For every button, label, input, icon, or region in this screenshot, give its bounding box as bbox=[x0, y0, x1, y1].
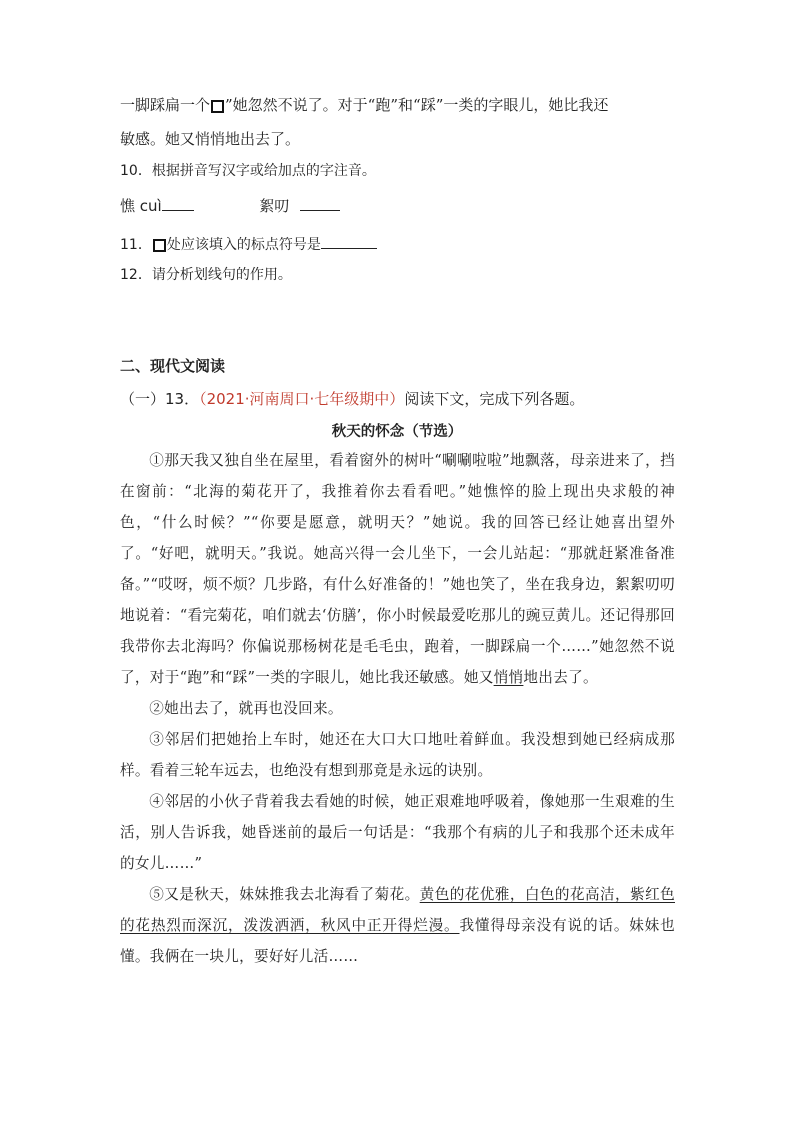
blank-box-icon bbox=[153, 239, 166, 252]
q11-number: 11． bbox=[120, 237, 152, 253]
q10-blank-a[interactable] bbox=[162, 210, 194, 211]
p5-end: 我懂得母亲没有说的话。妹妹也懂。我俩在一块儿，要好好儿活…… bbox=[120, 917, 676, 965]
p1-underlined: 悄悄 bbox=[493, 669, 524, 686]
passage-body bbox=[120, 445, 675, 972]
question-10: 10．根据拼音写汉字或给加点的字注音。 bbox=[120, 163, 376, 179]
question-11 bbox=[120, 234, 377, 254]
prev-passage-line-1 bbox=[120, 94, 608, 115]
q10-item-a: 憔 cuì bbox=[120, 197, 162, 215]
p1-text: ①那天我又独自坐在屋里，看着窗外的树叶“唰唰啦啦”地飘落，母亲进来了，挡在窗前：“北海的菊花开了，我推着你去看看吧。”她憔悴的脸上现出央求般的神色，“什么时候？”“你要是愿意，就明天？”她说。我的回答已经让她喜出望外了。“好吧，就明天。”我说。她高兴得一会儿坐下，一会儿站起：“那就赶紧准备准备。”“哎呀，烦不烦？几步路，有什么好准备的！”她也笑了，坐在我身边，絮絮叨叨地说着：“看完菊花，咱们就去‘仿膳’，你小时候最爱吃那儿的豌豆黄儿。还记得那回我带你去北海吗？你偏说那杨树花是毛毛虫，跑着，一脚踩扁一个……”她忽然不说了，对于“跑”和“踩”一类的字眼儿，她比我还敏感。她又 bbox=[120, 452, 675, 686]
paragraph-2: ②她出去了，就再也没回来。 bbox=[149, 700, 343, 717]
intro-prefix: （一）13． bbox=[120, 390, 200, 408]
q11-text: 处应该填入的标点符号是 bbox=[166, 237, 321, 253]
prev-passage-line-2: 敏感。她又悄悄地出去了。 bbox=[120, 130, 301, 148]
intro-suffix: 阅读下文，完成下列各题。 bbox=[404, 390, 585, 408]
question-10-items bbox=[120, 195, 340, 216]
paragraph-4: ④邻居的小伙子背着我去看她的时候，她正艰难地呼吸着，像她那一生艰难的生活，别人告诉我，她昏迷前的最后一句话是：“我那个有病的儿子和我那个还未成年的女儿……” bbox=[120, 793, 675, 872]
prev-passage-text-a: 一脚踩扁一个 bbox=[120, 96, 211, 114]
prev-passage-text-b: ”她忽然不说了。对于“跑”和“踩”一类的字眼儿，她比我还 bbox=[225, 96, 609, 114]
q10-item-b: 絮叨 bbox=[259, 197, 290, 215]
section-heading: 二、现代文阅读 bbox=[120, 357, 226, 375]
question-12: 12．请分析划线句的作用。 bbox=[120, 267, 292, 283]
paragraph-5 bbox=[120, 879, 675, 972]
p1-end: 地出去了。 bbox=[523, 669, 598, 686]
blank-box-icon bbox=[211, 100, 224, 113]
p5-underlined-sentence: 黄色的花优雅，白色的花高洁，紫红色的花热烈而深沉，泼泼洒洒，秋风中正开得烂漫。 bbox=[120, 886, 675, 934]
paragraph-1 bbox=[120, 445, 675, 693]
section-intro bbox=[120, 388, 584, 409]
intro-source: （2021·河南周口·七年级期中） bbox=[199, 390, 405, 408]
q11-blank[interactable] bbox=[321, 248, 377, 249]
q10-blank-b[interactable] bbox=[300, 210, 340, 211]
p5-text: ⑤又是秋天，妹妹推我去北海看了菊花。 bbox=[149, 886, 420, 903]
paragraph-3: ③邻居们把她抬上车时，她还在大口大口地吐着鲜血。我没想到她已经病成那样。看着三轮车远去，也绝没有想到那竟是永远的诀别。 bbox=[120, 731, 675, 779]
passage-title: 秋天的怀念（节选） bbox=[331, 424, 463, 440]
